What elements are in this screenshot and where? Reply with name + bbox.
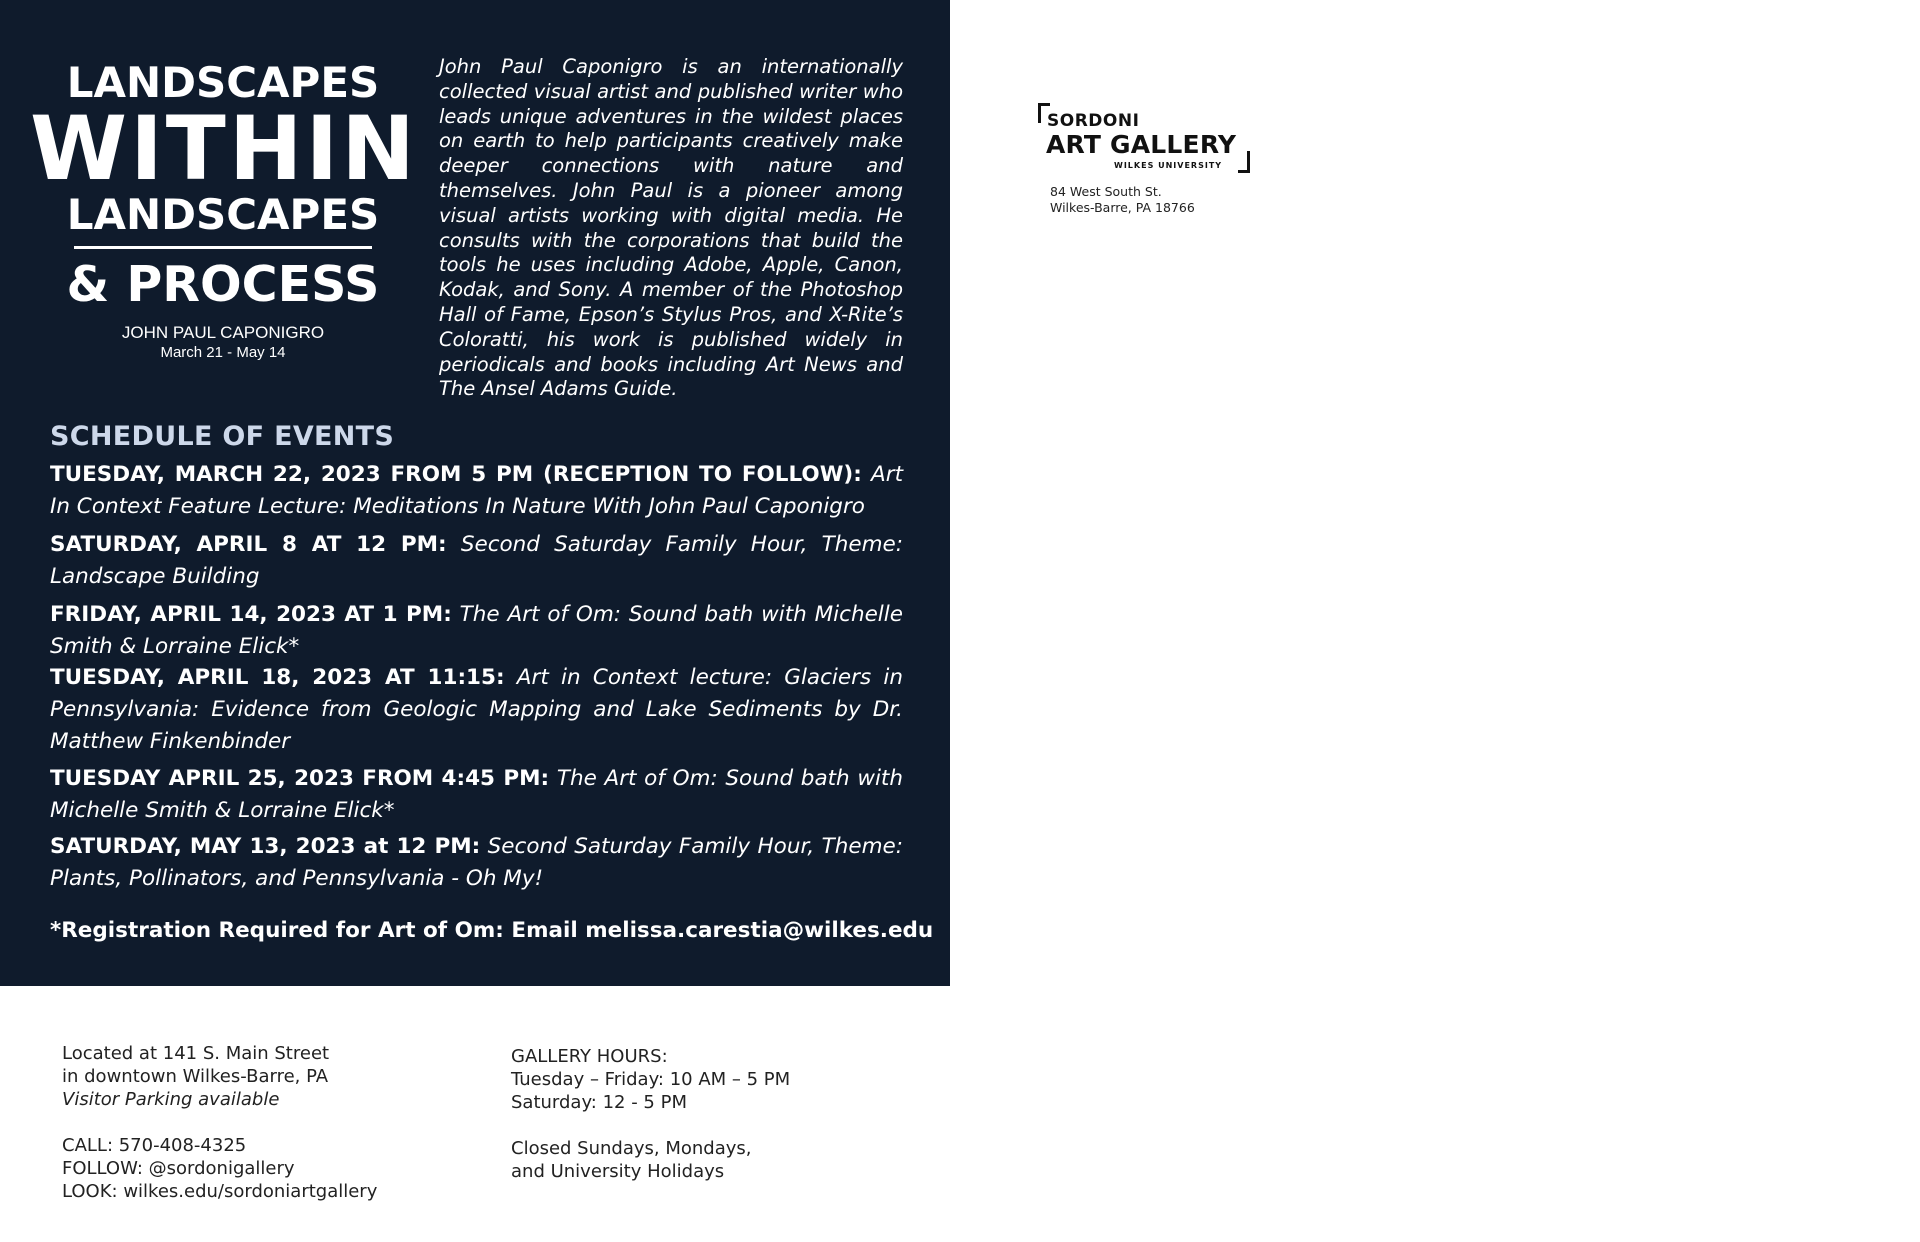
hours-weekday: Tuesday – Friday: 10 AM – 5 PM [511,1069,791,1090]
event-date: FRIDAY, APRIL 14, 2023 AT 1 PM: [50,602,452,627]
event-date: SATURDAY, APRIL 8 AT 12 PM: [50,532,447,557]
event-item [50,529,903,593]
schedule-heading: SCHEDULE OF EVENTS [50,421,395,452]
gallery-logo [1038,103,1250,173]
hours-saturday: Saturday: 12 - 5 PM [511,1092,687,1113]
closed-line-2: and University Holidays [511,1161,725,1182]
hours-heading: GALLERY HOURS: [511,1046,668,1067]
title-line-process: & PROCESS [66,256,380,313]
contact-social: FOLLOW: @sordonigallery [62,1158,295,1179]
event-title: Art in Context lecture: Glaciers in Pennsylvania: Evidence from Geologic Mapping and Lake Sediments by Dr. Matthew Finkenbinder [50,665,903,754]
event-item [50,763,903,827]
event-item [50,459,903,523]
event-date: TUESDAY, APRIL 18, 2023 AT 11:15: [50,665,505,690]
location-info [62,1042,329,1111]
contact-phone: CALL: 570-408-4325 [62,1135,247,1156]
logo-corner-bottom-right [1238,151,1250,173]
contact-info [62,1134,377,1203]
logo-wilkes-university: WILKES UNIVERSITY [1114,161,1223,170]
event-date: TUESDAY APRIL 25, 2023 FROM 4:45 PM: [50,766,550,791]
event-item [50,831,903,895]
event-date: TUESDAY, MARCH 22, 2023 FROM 5 PM (RECEPTION TO FOLLOW): [50,462,862,487]
event-title: Second Saturday Family Hour, Theme: Landscape Building [50,532,903,589]
parking-note: Visitor Parking available [62,1089,280,1110]
artist-name: JOHN PAUL CAPONIGRO [121,323,325,342]
title-line-landscapes: LANDSCAPES [66,58,380,107]
event-title: The Art of Om: Sound bath with Michelle Smith & Lorraine Elick* [50,602,903,659]
exhibition-dates: March 21 - May 14 [160,344,286,361]
location-street: Located at 141 S. Main Street [62,1043,330,1064]
event-title: Art In Context Feature Lecture: Meditations In Nature With John Paul Caponigro [50,462,904,519]
title-line-within: WITHIN [30,97,418,200]
logo-art-gallery: ART GALLERY [1046,130,1237,159]
artist-bio: John Paul Caponigro is an internationally collected visual artist and published writer who leads unique adventures in the wildest places on earth to help participants creatively make deeper connections with nature and themselves. John Paul is a pioneer among visual artists working with digital media. He consults with the corporations that build the tools he uses including Adobe, Apple, Canon, Kodak, and Sony. A member of the Photoshop Hall of Fame, Epson’s Stylus Pros, and X-Rite’s Coloratti, his work is published widely in periodicals and books including Art News and The Ansel Adams Guide. [439,55,903,401]
registration-note: *Registration Required for Art of Om: Email melissa.carestia@wilkes.edu [50,918,934,943]
event-item [50,599,903,663]
event-title: Second Saturday Family Hour, Theme: Plants, Pollinators, and Pennsylvania - Oh My! [50,834,904,891]
address-street: 84 West South St. [1050,184,1162,199]
address-city: Wilkes-Barre, PA 18766 [1050,200,1195,215]
event-item [50,662,903,758]
mailing-address [1050,184,1195,216]
closed-days [511,1137,752,1183]
event-panel [0,0,950,986]
location-city: in downtown Wilkes-Barre, PA [62,1066,329,1087]
contact-website: LOOK: wilkes.edu/sordoniartgallery [62,1181,378,1202]
title-line-landscapes-2: LANDSCAPES [66,190,380,239]
title-divider [74,246,372,249]
gallery-hours [511,1045,790,1114]
event-title: The Art of Om: Sound bath with Michelle Smith & Lorraine Elick* [50,766,903,823]
closed-line-1: Closed Sundays, Mondays, [511,1138,752,1159]
logo-sordoni: SORDONI [1047,111,1140,131]
event-date: SATURDAY, MAY 13, 2023 at 12 PM: [50,834,481,859]
exhibition-title [30,60,416,363]
